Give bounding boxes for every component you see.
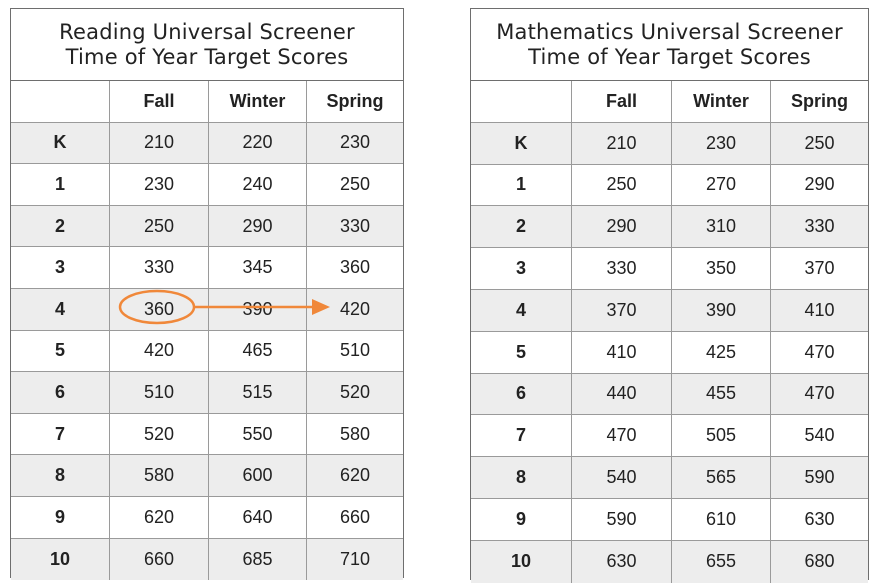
- score-cell: 390: [208, 289, 306, 330]
- score-cell: 210: [109, 123, 208, 164]
- score-cell: 220: [208, 123, 306, 164]
- grade-cell: 2: [515, 216, 526, 237]
- score-cell: 620: [306, 455, 403, 496]
- score-cell: 710: [306, 539, 403, 581]
- score-cell: 520: [306, 372, 403, 413]
- grade-cell: K: [514, 132, 528, 153]
- season-header-cell: Winter: [671, 81, 770, 122]
- score-cell: 330: [770, 206, 868, 247]
- score-cell: 685: [208, 539, 306, 581]
- score-cell: 550: [208, 414, 306, 455]
- season-header-cell: Spring: [306, 81, 403, 122]
- grade-cell: 4: [515, 299, 526, 320]
- season-header-cell: Fall: [571, 81, 671, 122]
- table-row: [471, 374, 868, 416]
- score-cell: 600: [208, 455, 306, 496]
- score-cell: 230: [306, 123, 403, 164]
- score-cell: 515: [208, 372, 306, 413]
- reading-table-title: [11, 9, 403, 81]
- grade-cell: 3: [515, 258, 526, 279]
- score-cell: 250: [571, 165, 671, 206]
- score-cell: 580: [109, 455, 208, 496]
- grade-header-cell: [471, 81, 571, 122]
- score-cell: 370: [571, 290, 671, 331]
- grade-cell: 4: [54, 298, 65, 319]
- reading-target-scores-table: [10, 8, 404, 578]
- season-header-cell: Spring: [770, 81, 868, 122]
- score-cell: 390: [671, 290, 770, 331]
- grade-cell: 10: [510, 551, 532, 572]
- grade-cell: 5: [515, 341, 526, 362]
- table-row: [471, 123, 868, 165]
- score-cell: 610: [671, 499, 770, 540]
- table-row: [11, 289, 403, 331]
- score-cell: 470: [571, 415, 671, 456]
- score-cell: 330: [571, 248, 671, 289]
- grade-header-cell: [11, 81, 109, 122]
- grade-cell: 9: [515, 508, 526, 529]
- score-cell: 655: [671, 541, 770, 583]
- table-row: [471, 499, 868, 541]
- grade-cell: K: [53, 132, 67, 153]
- grade-cell: 2: [54, 215, 65, 236]
- score-cell: 420: [306, 289, 403, 330]
- score-cell: 410: [571, 332, 671, 373]
- score-cell: 470: [770, 332, 868, 373]
- grade-cell: 5: [54, 340, 65, 361]
- score-cell: 540: [571, 457, 671, 498]
- math-title-line-2: Time of Year Target Scores: [528, 44, 811, 69]
- grade-cell: 7: [515, 425, 526, 446]
- grade-cell: 10: [49, 548, 71, 569]
- score-cell: 590: [770, 457, 868, 498]
- table-row: [11, 247, 403, 289]
- score-cell: 290: [571, 206, 671, 247]
- math-target-scores-table: [470, 8, 869, 580]
- score-cell: 360: [109, 289, 208, 330]
- score-cell: 440: [571, 374, 671, 415]
- score-cell: 370: [770, 248, 868, 289]
- grade-cell: 3: [54, 257, 65, 278]
- score-cell: 540: [770, 415, 868, 456]
- table-row: [11, 497, 403, 539]
- grade-cell: 7: [54, 423, 65, 444]
- score-cell: 680: [770, 541, 868, 583]
- score-cell: 455: [671, 374, 770, 415]
- score-cell: 425: [671, 332, 770, 373]
- season-header-cell: Winter: [208, 81, 306, 122]
- score-cell: 270: [671, 165, 770, 206]
- score-cell: 465: [208, 331, 306, 372]
- table-row: [11, 539, 403, 581]
- score-cell: 630: [571, 541, 671, 583]
- score-cell: 420: [109, 331, 208, 372]
- score-cell: 250: [109, 206, 208, 247]
- reading-title-line-1: Reading Universal Screener: [59, 19, 355, 44]
- score-cell: 250: [306, 164, 403, 205]
- score-cell: 565: [671, 457, 770, 498]
- reading-table-body: [11, 81, 403, 580]
- score-cell: 640: [208, 497, 306, 538]
- score-cell: 240: [208, 164, 306, 205]
- score-cell: 250: [770, 123, 868, 164]
- table-row: [11, 164, 403, 206]
- reading-header-row: [11, 81, 403, 123]
- score-cell: 230: [671, 123, 770, 164]
- table-row: [11, 123, 403, 165]
- grade-cell: 8: [515, 467, 526, 488]
- math-table-body: [471, 81, 868, 583]
- table-row: [471, 541, 868, 583]
- score-cell: 505: [671, 415, 770, 456]
- score-cell: 510: [306, 331, 403, 372]
- score-cell: 470: [770, 374, 868, 415]
- score-cell: 360: [306, 247, 403, 288]
- grade-cell: 9: [54, 506, 65, 527]
- grade-cell: 1: [54, 173, 65, 194]
- score-cell: 410: [770, 290, 868, 331]
- table-row: [11, 455, 403, 497]
- score-cell: 210: [571, 123, 671, 164]
- score-cell: 660: [109, 539, 208, 581]
- score-cell: 520: [109, 414, 208, 455]
- table-row: [471, 248, 868, 290]
- grade-cell: 8: [54, 465, 65, 486]
- table-row: [11, 331, 403, 373]
- math-header-row: [471, 81, 868, 123]
- table-row: [471, 165, 868, 207]
- table-row: [471, 332, 868, 374]
- score-cell: 580: [306, 414, 403, 455]
- math-table-title: [471, 9, 868, 81]
- score-cell: 620: [109, 497, 208, 538]
- score-cell: 330: [109, 247, 208, 288]
- score-cell: 330: [306, 206, 403, 247]
- grade-cell: 6: [515, 383, 526, 404]
- score-cell: 290: [770, 165, 868, 206]
- table-row: [11, 414, 403, 456]
- score-cell: 230: [109, 164, 208, 205]
- table-row: [471, 457, 868, 499]
- score-cell: 590: [571, 499, 671, 540]
- grade-cell: 6: [54, 381, 65, 402]
- table-row: [471, 415, 868, 457]
- math-title-line-1: Mathematics Universal Screener: [496, 19, 843, 44]
- score-cell: 350: [671, 248, 770, 289]
- table-row: [11, 372, 403, 414]
- score-cell: 290: [208, 206, 306, 247]
- table-row: [471, 290, 868, 332]
- grade-cell: 1: [515, 174, 526, 195]
- score-cell: 630: [770, 499, 868, 540]
- season-header-cell: Fall: [109, 81, 208, 122]
- score-cell: 310: [671, 206, 770, 247]
- table-row: [11, 206, 403, 248]
- score-cell: 660: [306, 497, 403, 538]
- reading-title-line-2: Time of Year Target Scores: [65, 44, 349, 69]
- score-cell: 345: [208, 247, 306, 288]
- table-row: [471, 206, 868, 248]
- score-cell: 510: [109, 372, 208, 413]
